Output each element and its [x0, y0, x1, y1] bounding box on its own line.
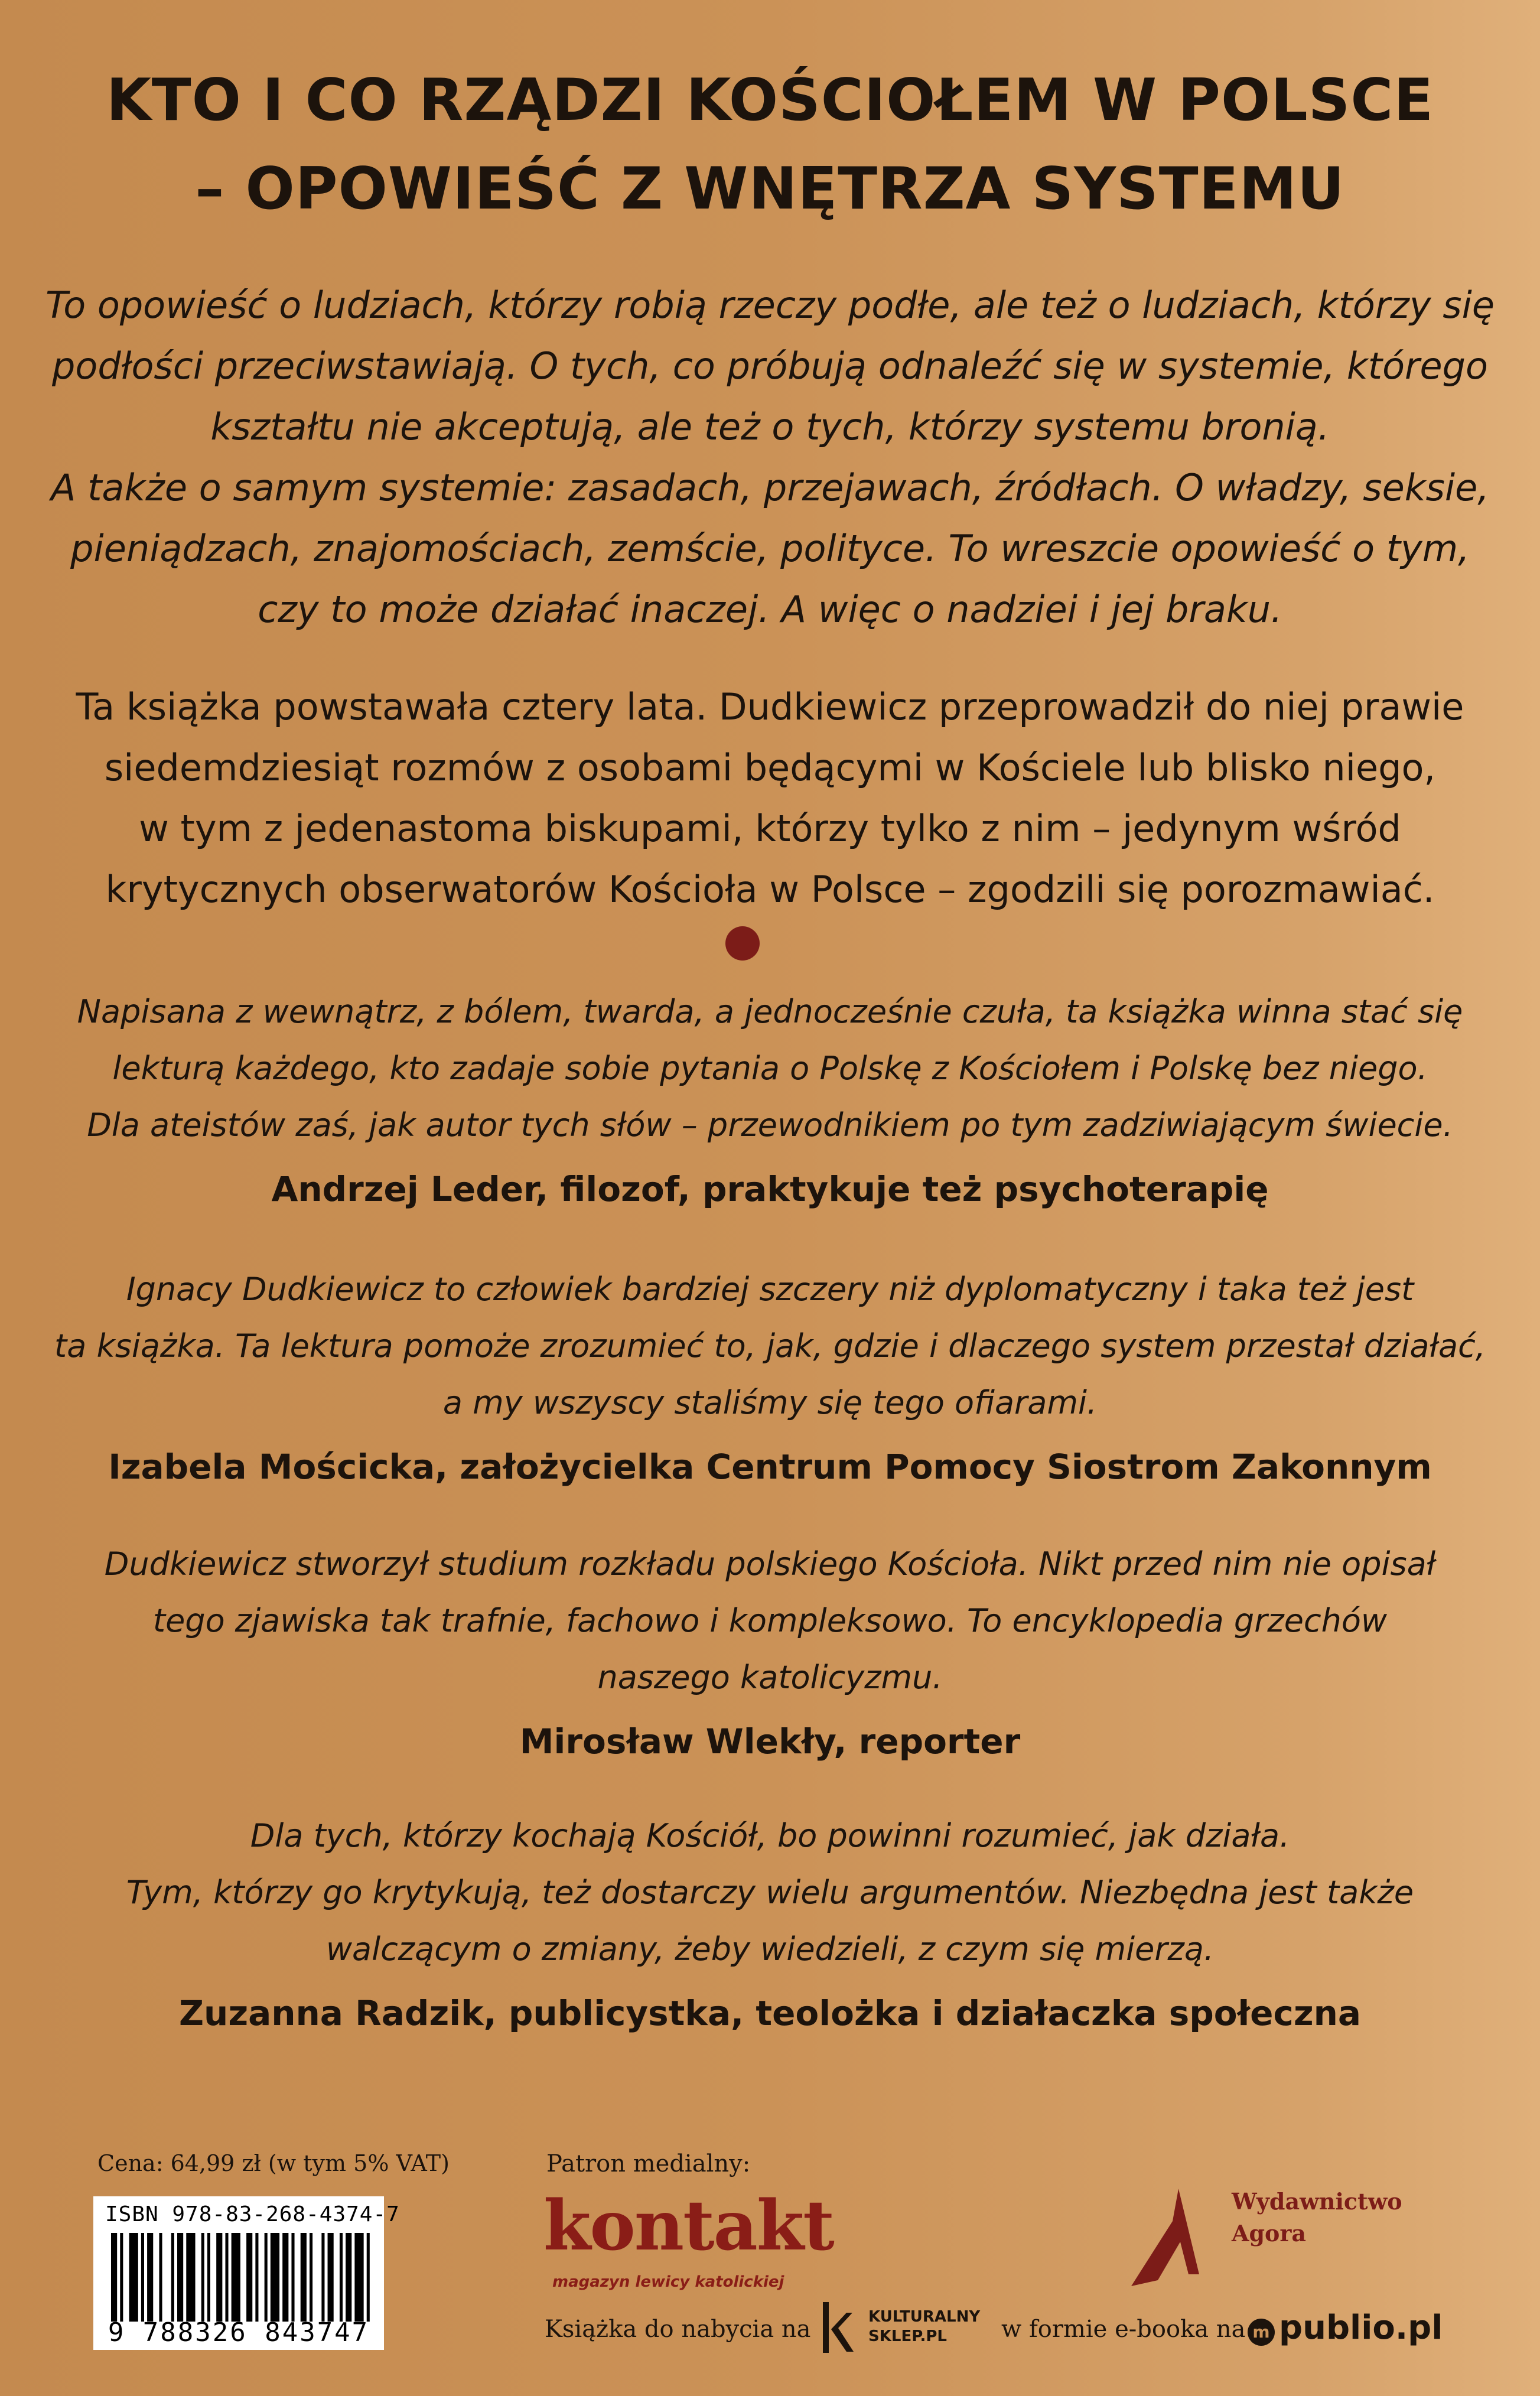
quote-line: naszego katolicyzmu.	[597, 1659, 943, 1696]
publio-icon: m	[1248, 2319, 1275, 2346]
publisher-name	[1232, 2186, 1402, 2249]
intro-line: pieniądzach, znajomościach, zemście, polityce. To wreszcie opowieść o tym,	[70, 527, 1470, 570]
patron-label: Patron medialny:	[546, 2150, 751, 2177]
intro-line: czy to może działać inaczej. A więc o nadziei i jej braku.	[258, 588, 1282, 631]
isbn-text: ISBN 978-83-268-4374-7	[105, 2202, 400, 2226]
quote-author: Izabela Mościcka, założycielka Centrum Pomocy Siostrom Zakonnym	[108, 1447, 1432, 1487]
quote-line: tego zjawiska tak trafnie, fachowo i kompleksowo. To encyklopedia grzechów	[152, 1602, 1388, 1639]
quote-line: Napisana z wewnątrz, z bólem, twarda, a jednocześnie czuła, ta książka winna stać się	[77, 993, 1463, 1030]
intro-line: kształtu nie akceptują, ale też o tych, którzy systemu bronią.	[210, 405, 1330, 448]
quote-line: lekturą każdego, kto zadaje sobie pytania o Polskę z Kościołem i Polskę bez niego.	[112, 1050, 1428, 1087]
quote-line: Dla ateistów zaś, jak autor tych słów – przewodnikiem po tym zadziwiającym świecie.	[87, 1106, 1453, 1144]
intro-line: podłości przeciwstawiają. O tych, co próbują odnaleźć się w systemie, którego	[52, 344, 1488, 388]
cover-heading	[0, 56, 1540, 233]
about-line: krytycznych obserwatorów Kościoła w Polsce – zgodzili się porozmawiać.	[105, 868, 1435, 911]
price-label: Cena: 64,99 zł (w tym 5% VAT)	[97, 2150, 450, 2176]
kulturalny-sklep-logo	[868, 2307, 980, 2346]
quote-author: Andrzej Leder, filozof, praktykuje też psychoterapię	[271, 1169, 1269, 1209]
about-paragraph	[0, 676, 1540, 920]
quote-wlekly	[0, 1536, 1540, 1770]
shop-line-2: SKLEP.PL	[868, 2327, 947, 2345]
quote-moscicka	[0, 1261, 1540, 1495]
quote-line: a my wszyscy staliśmy się tego ofiarami.	[442, 1384, 1098, 1421]
quote-author: Mirosław Wlekły, reporter	[519, 1721, 1021, 1762]
shop-line-1: KULTURALNY	[868, 2308, 981, 2326]
quote-line: Ignacy Dudkiewicz to człowiek bardziej szczery niż dyplomatyczny i taka też jest	[126, 1271, 1414, 1308]
kulturalny-sklep-icon	[818, 2301, 859, 2354]
availability-text: Książka do nabycia na	[545, 2316, 811, 2343]
kontakt-logo: kontakt	[543, 2186, 834, 2266]
publisher-line-2: Agora	[1232, 2220, 1307, 2247]
quote-line: Dudkiewicz stworzył studium rozkładu polskiego Kościoła. Nikt przed nim nie opisał	[104, 1545, 1436, 1583]
barcode-icon	[111, 2233, 376, 2322]
quote-leder	[0, 984, 1540, 1217]
publisher-line-1: Wydawnictwo	[1232, 2188, 1402, 2215]
heading-line-2: – OPOWIEŚĆ Z WNĘTRZA SYSTEMU	[195, 155, 1345, 223]
quote-author: Zuzanna Radzik, publicystka, teolożka i działaczka społeczna	[178, 1993, 1362, 2033]
quote-radzik	[0, 1808, 1540, 2042]
intro-paragraph	[0, 275, 1540, 640]
quote-line: walczącym o zmiany, żeby wiedzieli, z czym się mierzą.	[325, 1931, 1215, 1968]
about-line: Ta książka powstawała cztery lata. Dudkiewicz przeprowadził do niej prawie	[76, 685, 1464, 728]
intro-line: To opowieść o ludziach, którzy robią rzeczy podłe, ale też o ludziach, którzy się	[45, 284, 1495, 327]
barcode	[93, 2196, 400, 2350]
about-line: w tym z jedenastoma biskupami, którzy tylko z nim – jedynym wśród	[139, 807, 1401, 850]
kontakt-tagline: magazyn lewicy katolickiej	[552, 2273, 784, 2291]
quote-line: Tym, którzy go krytykują, też dostarczy wielu argumentów. Niezbędna jest także	[126, 1874, 1414, 1911]
agora-logo-icon	[1122, 2186, 1235, 2289]
quote-line: ta książka. Ta lektura pomoże zrozumieć to, jak, gdzie i dlaczego system przestał działać,	[54, 1327, 1486, 1365]
publio-logo: publio.pl	[1279, 2309, 1443, 2347]
quote-line: Dla tych, którzy kochają Kościół, bo powinni rozumieć, jak działa.	[250, 1817, 1290, 1854]
bullet-dot-icon	[725, 926, 760, 961]
ebook-text: w formie e-booka na	[1001, 2316, 1246, 2343]
intro-line: A także o samym systemie: zasadach, przejawach, źródłach. O władzy, seksie,	[50, 466, 1490, 509]
about-line: siedemdziesiąt rozmów z osobami będącymi w Kościele lub blisko niego,	[104, 746, 1436, 789]
heading-line-1: KTO I CO RZĄDZI KOŚCIOŁEM W POLSCE	[106, 67, 1434, 134]
ean-number: 9 788326 843747	[108, 2317, 370, 2348]
